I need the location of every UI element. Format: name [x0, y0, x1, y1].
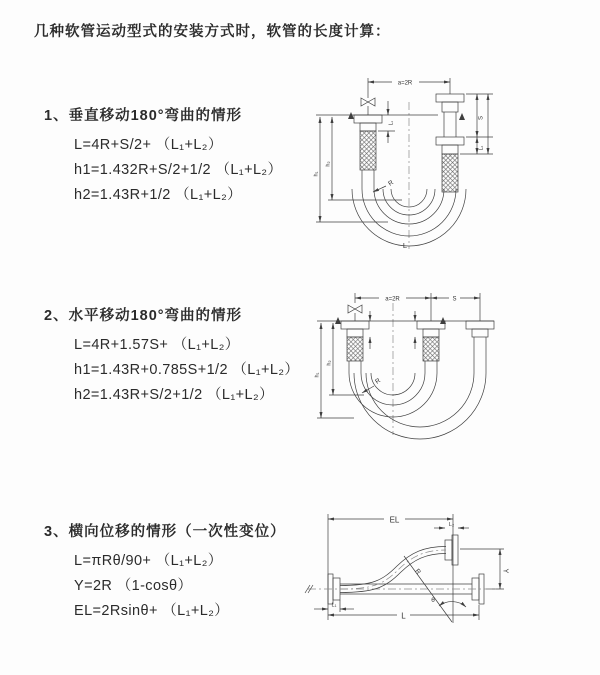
dim-label-h2: h₂: [326, 360, 333, 366]
section-lateral-displacement: [44, 520, 286, 624]
diagram-lateral-displacement: [300, 502, 515, 637]
diagram-labels: [332, 516, 509, 621]
radius-label: R: [374, 377, 382, 386]
dim-label-el: EL: [389, 515, 400, 525]
dim-label-l1: L₁: [388, 120, 395, 126]
formula-line: h1=1.432R+S/2+1/2 （L₁+L₂）: [74, 162, 283, 178]
formula-line: L=4R+S/2+ （L₁+L₂）: [74, 137, 223, 153]
section-heading: 2、水平移动180°弯曲的情形: [44, 308, 243, 324]
radius-label: R: [387, 179, 395, 188]
diagram-vertical-180-bend: [310, 72, 510, 252]
movement-arrow-icon: [335, 317, 341, 324]
hose-drawing: [313, 78, 493, 249]
section-heading: 1、垂直移动180°弯曲的情形: [44, 108, 243, 124]
movement-arrow-icon: [440, 317, 446, 324]
formula-line: h1=1.43R+0.785S+1/2 （L₁+L₂）: [74, 362, 300, 378]
valve-icon: [361, 92, 375, 115]
formula-line: Y=2R （1-cosθ）: [74, 578, 193, 594]
movement-arrow-icon: [348, 112, 354, 119]
dim-label-a2r: a=2R: [385, 296, 400, 303]
dim-label-h1: h₁: [313, 171, 320, 177]
radius-label: R: [413, 567, 422, 576]
section-heading: 3、横向位移的情形（一次性变位）: [44, 524, 286, 540]
movement-arrow-icon: [459, 113, 465, 120]
diagram-labels: [314, 81, 485, 251]
dim-label-l: L: [401, 611, 406, 621]
dim-label-y: Y: [501, 568, 509, 574]
formula-line: EL=2Rsinθ+ （L₁+L₂）: [74, 603, 230, 619]
dim-label-l2: L₂: [448, 522, 455, 528]
hose-drawing: [314, 293, 494, 439]
formula-line: L=4R+1.57S+ （L₁+L₂）: [74, 337, 240, 353]
dim-label-h1: h₁: [314, 372, 321, 378]
dim-label-s: S: [478, 115, 485, 121]
dim-label-s: S: [452, 296, 457, 303]
dim-label-h2: h₂: [325, 161, 332, 167]
section-horizontal-movement: [44, 304, 299, 408]
dim-label-l2: L₂: [478, 145, 485, 151]
page-title: 几种软管运动型式的安装方式时，软管的长度计算：: [34, 24, 391, 40]
section-vertical-movement: [44, 104, 282, 208]
valve-icon: [348, 305, 362, 321]
dim-label-a2r: a=2R: [397, 80, 413, 87]
formula-line: L=πRθ/90+ （L₁+L₂）: [74, 553, 223, 569]
diagram-horizontal-180-bend: [308, 283, 523, 448]
formula-line: h2=1.43R+S/2+1/2 （L₁+L₂）: [74, 387, 274, 403]
formula-line: h2=1.43R+1/2 （L₁+L₂）: [74, 187, 243, 203]
dim-label-l1: L₁: [331, 602, 337, 609]
angle-label: θ: [431, 597, 435, 604]
length-label: L: [402, 241, 408, 250]
